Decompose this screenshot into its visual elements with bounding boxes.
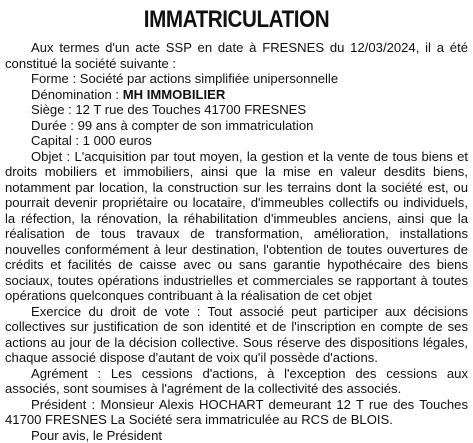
objet-paragraph: Objet : L'acquisition par tout moyen, la gestion et la vente de tous biens et droits mobiliers et immobiliers, ainsi que la mise en valeur desdits biens, notamment par location, la construction sur les terrains dont la société est, ou pourrait devenir propriétaire ou locataire, d'immeubles collectifs ou individuels, la réfection, la rénovation, la réhabilitation d'immeubles anciens, ainsi que la réalisation de tous travaux de transformation, amélioration, installations nouvelles conformément à leur destination, l'obtention de toutes ouvertures de crédits et facilités de caisse avec ou sans garantie hypothécaire des biens sociaux, toutes opérations industrielles et commerciales se rapportant à toutes opérations quelconques contribuant à la réalisation de cet objet [5, 149, 468, 304]
president-paragraph: Président : Monsieur Alexis HOCHART demeurant 12 T rue des Touches 41700 FRESNES La Société sera immatriculée au RCS de BLOIS. [5, 397, 468, 428]
siege-line: Siège : 12 T rue des Touches 41700 FRESNES [5, 102, 468, 118]
agrement-paragraph: Agrément : Les cessions d'actions, à l'exception des cessions aux associés, sont soumises à l'agrément de la collectivité des associés. [5, 366, 468, 397]
duree-line: Durée : 99 ans à compter de son immatriculation [5, 118, 468, 134]
denomination-line [5, 87, 468, 103]
closing-line: Pour avis, le Président [5, 428, 468, 443]
denomination-label: Dénomination : [31, 87, 123, 102]
notice-title: IMMATRICULATION [37, 4, 435, 36]
exercice-paragraph: Exercice du droit de vote : Tout associé peut participer aux décisions collectives sur justification de son identité et de l'inscription en compte de ses actions au jour de la décision collective. Sous réserve des dispositions légales, chaque associé dispose d'autant de voix qu'il possède d'actions. [5, 304, 468, 366]
denomination-value: MH IMMOBILIER [123, 87, 226, 102]
forme-line: Forme : Société par actions simplifiée unipersonnelle [5, 71, 468, 87]
intro-paragraph: Aux termes d'un acte SSP en date à FRESNES du 12/03/2024, il a été constitué la société suivante : [5, 40, 468, 71]
notice-body [5, 40, 468, 443]
capital-line: Capital : 1 000 euros [5, 133, 468, 149]
legal-notice [5, 4, 468, 443]
